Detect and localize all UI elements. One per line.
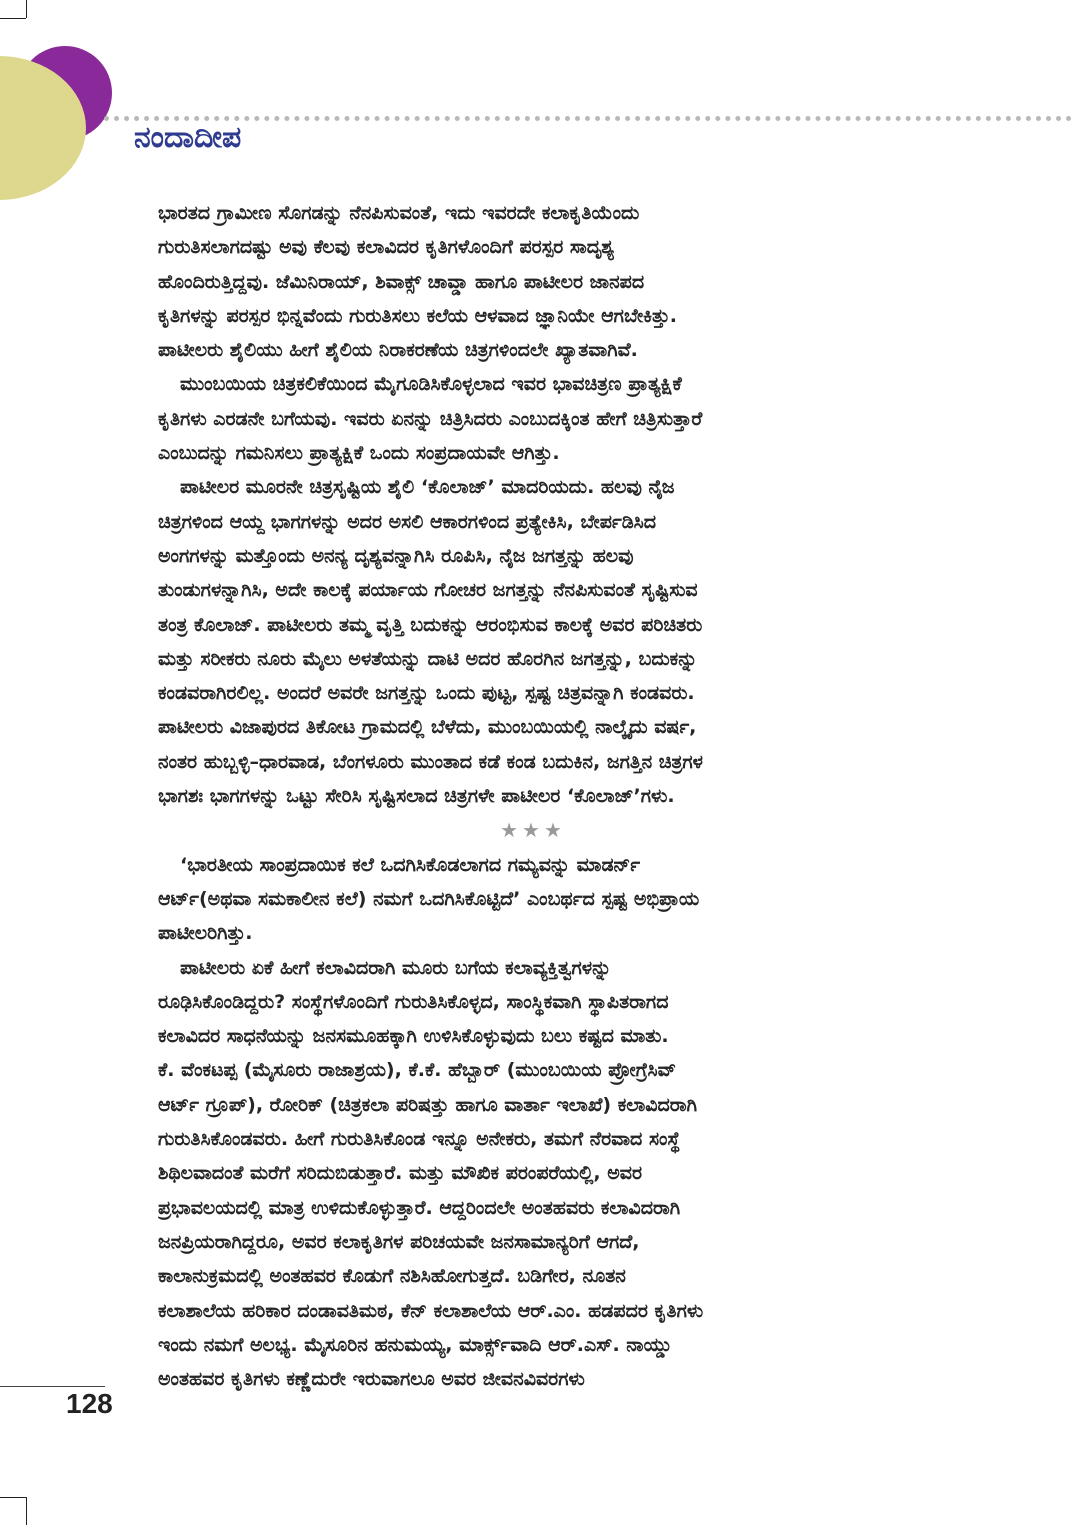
text-line: ಕೃತಿಗಳನ್ನು ಪರಸ್ಪರ ಭಿನ್ನವೆಂದು ಗುರುತಿಸಲು ಕಲೆಯ ಆಳವಾದ ಜ್ಞಾನಿಯೇ ಆಗಬೇಕಿತ್ತು. bbox=[158, 304, 678, 327]
text-line: ಪ್ರಭಾವಲಯದಲ್ಲಿ ಮಾತ್ರ ಉಳಿದುಕೊಳ್ಳುತ್ತಾರೆ. ಆದ್ದರಿಂದಲೇ ಅಂತಹವರು ಕಲಾವಿದರಾಗಿ bbox=[158, 1196, 681, 1219]
text-line: ಭಾಗಶಃ ಭಾಗಗಳನ್ನು ಒಟ್ಟು ಸೇರಿಸಿ ಸೃಷ್ಟಿಸಲಾದ ಚಿತ್ರಗಳೇ ಪಾಟೀಲರ ‘ಕೊಲಾಜ್’ಗಳು. bbox=[158, 785, 675, 808]
text-line: ಕಂಡವರಾಗಿರಲಿಲ್ಲ. ಅಂದರೆ ಅವರೇ ಜಗತ್ತನ್ನು ಒಂದು ಪುಟ್ಟ, ಸ್ಪಷ್ಟ ಚಿತ್ರವನ್ನಾಗಿ ಕಂಡವರು. bbox=[158, 682, 695, 705]
text-line: ನಂತರ ಹುಬ್ಬಳ್ಳಿ–ಧಾರವಾಡ, ಬೆಂಗಳೂರು ಮುಂತಾದ ಕಡೆ ಕಂಡ ಬದುಕಿನ, ಜಗತ್ತಿನ ಚಿತ್ರಗಳ bbox=[158, 750, 703, 773]
text-line: ಇಂದು ನಮಗೆ ಅಲಭ್ಯ. ಮೈಸೂರಿನ ಹನುಮಯ್ಯ, ಮಾರ್ಕ್ಸ್‌ವಾದಿ ಆರ್.ಎಸ್. ನಾಯ್ಡು bbox=[158, 1333, 673, 1356]
text-line: ಅಂಗಗಳನ್ನು ಮತ್ತೊಂದು ಅನನ್ಯ ದೃಶ್ಯವನ್ನಾಗಿಸಿ ರೂಪಿಸಿ, ನೈಜ ಜಗತ್ತನ್ನು ಹಲವು bbox=[158, 544, 634, 567]
text-line: ಕಲಾಶಾಲೆಯ ಹರಿಕಾರ ದಂಡಾವತಿಮಠ, ಕೆನ್ ಕಲಾಶಾಲೆಯ ಆರ್.ಎಂ. ಹಡಪದರ ಕೃತಿಗಳು bbox=[158, 1299, 704, 1322]
text-line: ಶಿಥಿಲವಾದಂತೆ ಮರೆಗೆ ಸರಿದುಬಿಡುತ್ತಾರೆ. ಮತ್ತು ಮೌಖಿಕ ಪರಂಪರೆಯಲ್ಲಿ, ಅವರ bbox=[158, 1162, 643, 1185]
section-separator-stars: ★★★ bbox=[500, 818, 566, 843]
text-line: ರೂಢಿಸಿಕೊಂಡಿದ್ದರು? ಸಂಸ್ಥೆಗಳೊಂದಿಗೆ ಗುರುತಿಸಿಕೊಳ್ಳದ, ಸಾಂಸ್ಥಿಕವಾಗಿ ಸ್ಥಾಪಿತರಾಗದ bbox=[158, 990, 669, 1013]
text-line: ಚಿತ್ರಗಳಿಂದ ಆಯ್ದ ಭಾಗಗಳನ್ನು ಅದರ ಅಸಲಿ ಆಕಾರಗಳಿಂದ ಪ್ರತ್ಯೇಕಿಸಿ, ಬೇರ್ಪಡಿಸಿದ bbox=[158, 510, 657, 533]
text-line: ಕಾಲಾನುಕ್ರಮದಲ್ಲಿ ಅಂತಹವರ ಕೊಡುಗೆ ನಶಿಸಿಹೋಗುತ್ತದೆ. ಬಡಿಗೇರ, ನೂತನ bbox=[158, 1265, 626, 1288]
text-line: ಕಲಾವಿದರ ಸಾಧನೆಯನ್ನು ಜನಸಮೂಹಕ್ಕಾಗಿ ಉಳಿಸಿಕೊಳ್ಳುವುದು ಬಲು ಕಷ್ಟದ ಮಾತು. bbox=[158, 1025, 669, 1048]
running-header-title: ನಂದಾದೀಪ bbox=[134, 120, 242, 155]
text-line: ಜನಪ್ರಿಯರಾಗಿದ್ದರೂ, ಅವರ ಕಲಾಕೃತಿಗಳ ಪರಿಚಯವೇ ಜನಸಾಮಾನ್ಯರಿಗೆ ಆಗದೆ, bbox=[158, 1230, 640, 1253]
footer-rule bbox=[0, 1386, 105, 1387]
crop-mark-bottom-horizontal bbox=[0, 1497, 26, 1498]
text-line: ತಂತ್ರ ಕೊಲಾಜ್. ಪಾಟೀಲರು ತಮ್ಮ ವೃತ್ತಿ ಬದುಕನ್ನು ಆರಂಭಿಸುವ ಕಾಲಕ್ಕೆ ಅವರ ಪರಿಚಿತರು bbox=[158, 613, 703, 636]
text-line: ಗುರುತಿಸಲಾಗದಷ್ಟು ಅವು ಕೆಲವು ಕಲಾವಿದರ ಕೃತಿಗಳೊಂದಿಗೆ ಪರಸ್ಪರ ಸಾದೃಶ್ಯ bbox=[158, 236, 615, 259]
paragraph-2 bbox=[158, 367, 908, 470]
header-dotted-rule bbox=[104, 116, 1072, 121]
text-line: ಹೊಂದಿರುತ್ತಿದ್ದವು. ಜೆಮಿನಿರಾಯ್, ಶಿವಾಕ್ಸ್ ಚಾವ್ಡಾ ಹಾಗೂ ಪಾಟೀಲರ ಜಾನಪದ bbox=[158, 270, 645, 293]
text-line: ಅಂತಹವರ ಕೃತಿಗಳು ಕಣ್ಣೆದುರೇ ಇರುವಾಗಲೂ ಅವರ ಜೀವನವಿವರಗಳು bbox=[158, 1368, 585, 1391]
crop-mark-top-horizontal bbox=[0, 18, 26, 19]
text-line: ಆರ್ಟ್ ಗ್ರೂಪ್), ರೋರಿಕ್ (ಚಿತ್ರಕಲಾ ಪರಿಷತ್ತು ಹಾಗೂ ವಾರ್ತಾ ಇಲಾಖೆ) ಕಲಾವಿದರಾಗಿ bbox=[158, 1093, 697, 1116]
paragraph-4 bbox=[158, 848, 908, 951]
text-line: ಭಾರತದ ಗ್ರಾಮೀಣ ಸೊಗಡನ್ನು ನೆನಪಿಸುವಂತೆ, ಇದು ಇವರದೇ ಕಲಾಕೃತಿಯೆಂದು bbox=[158, 202, 640, 224]
text-line: ‘ಭಾರತೀಯ ಸಾಂಪ್ರದಾಯಿಕ ಕಲೆ ಒದಗಿಸಿಕೊಡಲಾಗದ ಗಮ್ಯವನ್ನು ಮಾಡರ್ನ್ bbox=[180, 853, 641, 876]
paragraph-1 bbox=[158, 196, 908, 367]
text-line: ಎಂಬುದನ್ನು ಗಮನಿಸಲು ಪ್ರಾತ್ಯಕ್ಷಿಕೆ ಒಂದು ಸಂಪ್ರದಾಯವೇ ಆಗಿತ್ತು. bbox=[158, 442, 560, 465]
text-line: ಆರ್ಟ್(ಅಥವಾ ಸಮಕಾಲೀನ ಕಲೆ) ನಮಗೆ ಒದಗಿಸಿಕೊಟ್ಟಿದೆ’ ಎಂಬರ್ಥದ ಸ್ಪಷ್ಟ ಅಭಿಪ್ರಾಯ bbox=[158, 887, 700, 910]
text-line: ಗುರುತಿಸಿಕೊಂಡವರು. ಹೀಗೆ ಗುರುತಿಸಿಕೊಂಡ ಇನ್ನೂ ಅನೇಕರು, ತಮಗೆ ನೆರವಾದ ಸಂಸ್ಥೆ bbox=[158, 1128, 681, 1151]
text-line: ಪಾಟೀಲರಿಗಿತ್ತು. bbox=[158, 922, 253, 945]
text-line: ಮುಂಬಯಿಯ ಚಿತ್ರಕಲಿಕೆಯಿಂದ ಮೈಗೂಡಿಸಿಕೊಳ್ಳಲಾದ ಇವರ ಭಾವಚಿತ್ರಣ ಪ್ರಾತ್ಯಕ್ಷಿಕೆ bbox=[180, 373, 682, 396]
page-number: 128 bbox=[66, 1388, 113, 1419]
text-line: ತುಂಡುಗಳನ್ನಾಗಿಸಿ, ಅದೇ ಕಾಲಕ್ಕೆ ಪರ್ಯಾಯ ಗೋಚರ ಜಗತ್ತನ್ನು ನೆನಪಿಸುವಂತೆ ಸೃಷ್ಟಿಸುವ bbox=[158, 579, 698, 602]
text-line: ಪಾಟೀಲರ ಮೂರನೇ ಚಿತ್ರಸೃಷ್ಟಿಯ ಶೈಲಿ ‘ಕೊಲಾಜ್’ ಮಾದರಿಯದು. ಹಲವು ನೈಜ bbox=[180, 476, 675, 499]
article-body bbox=[158, 196, 908, 1396]
text-line: ಕೆ. ವೆಂಕಟಪ್ಪ (ಮೈಸೂರು ರಾಜಾಶ್ರಯ), ಕೆ.ಕೆ. ಹೆಬ್ಬಾರ್ (ಮುಂಬಯಿಯ ಪ್ರೋಗ್ರೆಸಿವ್ bbox=[158, 1059, 676, 1082]
crop-mark-bottom-vertical bbox=[26, 1497, 27, 1525]
crop-mark-top-vertical bbox=[26, 0, 27, 18]
text-line: ಪಾಟೀಲರು ಏಕೆ ಹೀಗೆ ಕಲಾವಿದರಾಗಿ ಮೂರು ಬಗೆಯ ಕಲಾವ್ಯಕ್ತಿತ್ವಗಳನ್ನು bbox=[180, 956, 612, 979]
text-line: ಮತ್ತು ಸರೀಕರು ನೂರು ಮೈಲು ಅಳತೆಯನ್ನು ದಾಟಿ ಅದರ ಹೊರಗಿನ ಜಗತ್ತನ್ನು, ಬದುಕನ್ನು bbox=[158, 647, 698, 670]
text-line: ಪಾಟೀಲರು ವಿಜಾಪುರದ ತಿಕೋಟ ಗ್ರಾಮದಲ್ಲಿ ಬೆಳೆದು, ಮುಂಬಯಿಯಲ್ಲಿ ನಾಲ್ಕೈದು ವರ್ಷ, bbox=[158, 716, 697, 739]
text-line: ಕೃತಿಗಳು ಎರಡನೇ ಬಗೆಯವು. ಇವರು ಏನನ್ನು ಚಿತ್ರಿಸಿದರು ಎಂಬುದಕ್ಕಿಂತ ಹೇಗೆ ಚಿತ್ರಿಸುತ್ತಾರೆ bbox=[158, 407, 703, 430]
text-line: ಪಾಟೀಲರು ಶೈಲಿಯು ಹೀಗೆ ಶೈಲಿಯ ನಿರಾಕರಣೆಯ ಚಿತ್ರಗಳಿಂದಲೇ ಖ್ಯಾತವಾಗಿವೆ. bbox=[158, 339, 638, 362]
paragraph-5 bbox=[158, 951, 908, 1397]
paragraph-3 bbox=[158, 470, 908, 813]
